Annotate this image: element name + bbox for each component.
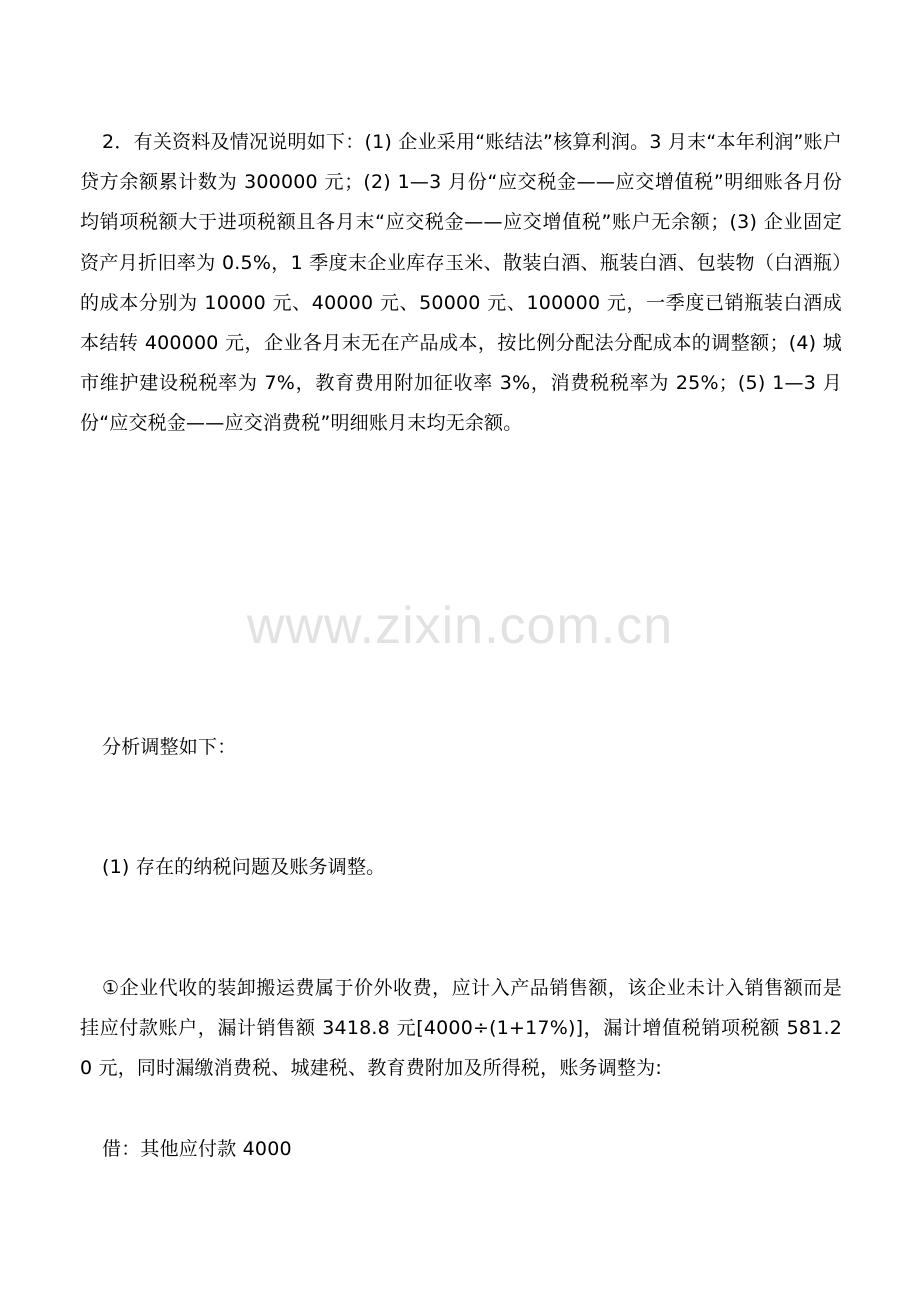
site-watermark: www.zixin.com.cn bbox=[246, 597, 674, 655]
paragraph-journal-entry: 借：其他应付款 4000 bbox=[102, 1138, 292, 1160]
paragraph-case-facts: 2．有关资料及情况说明如下：(1) 企业采用“账结法”核算利润。3 月末“本年利润”账户贷方余额累计数为 300000 元；(2) 1—3 月份“应交税金——应交增值税”明细账各月份均销项税额大于进项税额且各月末“应交税金——应交增值税”账户无余额；(3) 企业固定资产月折旧率为 0.5%，1 季度末企业库存玉米、散装白酒、瓶装白酒、包装物（白酒瓶）的成本分别为 10000 元、40000 元、50000 元、100000 元，一季度已销瓶装白酒成本结转 400000 元，企业各月末无在产品成本，按比例分配法分配成本的调整额；(4) 城市维护建设税税率为 7%，教育费用附加征收率 3%，消费税税率为 25%；(5) 1—3 月份“应交税金——应交消费税”明细账月末均无余额。 bbox=[80, 131, 842, 435]
paragraph-analysis-heading: 分析调整如下： bbox=[102, 736, 237, 758]
paragraph-issue-heading: (1) 存在的纳税问题及账务调整。 bbox=[102, 856, 386, 878]
paragraph-item-1: ①企业代收的装卸搬运费属于价外收费，应计入产品销售额，该企业未计入销售额而是挂应付款账户，漏计销售额 3418.8 元[4000÷(1+17%)]，漏计增值税销项税额 581.20 元，同时漏缴消费税、城建税、教育费附加及所得税，账务调整为: bbox=[80, 977, 842, 1080]
